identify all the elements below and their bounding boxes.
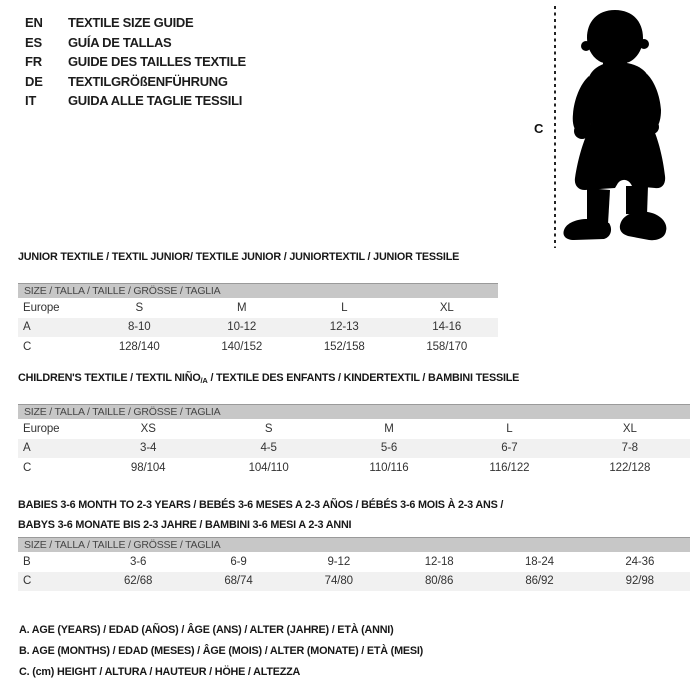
row-value: 8-10 xyxy=(127,321,151,334)
language-item xyxy=(25,33,246,53)
row-value: 122/128 xyxy=(609,461,651,474)
size-table-header: SIZE / TALLA / TAILLE / GRÖSSE / TAGLIA xyxy=(18,404,690,419)
row-value: 62/68 xyxy=(124,575,153,588)
language-code: ES xyxy=(25,34,42,50)
row-value: S xyxy=(135,301,144,314)
section-title xyxy=(18,371,690,391)
section-title-line xyxy=(18,518,690,538)
row-value: 5-6 xyxy=(380,442,398,455)
row-value: 152/158 xyxy=(323,340,365,353)
language-list xyxy=(25,13,246,111)
row-value: 12-18 xyxy=(424,555,454,568)
language-code: IT xyxy=(25,93,37,109)
row-value: 24-36 xyxy=(625,555,655,568)
section-title-text: BABIES 3-6 MONTH TO 2-3 YEARS / BEBÉS 3-6 MESES A 2-3 AÑOS / BÉBÉS 3-6 MOIS À 2-3 ANS / xyxy=(18,499,504,511)
row-value: 6-7 xyxy=(501,442,518,455)
row-value: 158/170 xyxy=(426,340,468,353)
table-row xyxy=(18,298,498,318)
measure-note: C. (cm) HEIGHT / ALTURA / HAUTEUR / HÖHE / ALTEZZA xyxy=(19,666,301,678)
row-value: 80/86 xyxy=(425,575,454,588)
row-value: M xyxy=(384,422,394,435)
table-row xyxy=(18,458,690,478)
language-code: EN xyxy=(25,15,43,31)
table-row xyxy=(18,318,498,338)
row-label: Europe xyxy=(23,422,60,435)
row-value: 10-12 xyxy=(227,321,257,334)
row-value: L xyxy=(341,301,348,314)
row-value: 68/74 xyxy=(224,575,253,588)
size-table xyxy=(18,404,690,478)
row-label: C xyxy=(23,575,32,588)
row-label: B xyxy=(23,555,31,568)
size-section-3 xyxy=(18,498,690,591)
language-title: GUIDE DES TAILLES TEXTILE xyxy=(68,54,246,70)
row-value: 3-6 xyxy=(130,555,147,568)
section-title xyxy=(18,250,498,270)
table-row xyxy=(18,419,690,439)
measure-note: B. AGE (MONTHS) / EDAD (MESES) / ÂGE (MOIS) / ALTER (MONATE) / ETÀ (MESI) xyxy=(19,645,424,657)
size-section-1 xyxy=(18,250,498,357)
size-section-2 xyxy=(18,371,690,478)
row-value: 4-5 xyxy=(260,442,277,455)
section-title-text: BABYS 3-6 MONATE BIS 2-3 JAHRE / BAMBINI 3-6 MESI A 2-3 ANNI xyxy=(18,519,352,531)
table-row xyxy=(18,572,690,592)
row-value: 98/104 xyxy=(130,461,166,474)
row-value: 86/92 xyxy=(525,575,554,588)
size-table-header: SIZE / TALLA / TAILLE / GRÖSSE / TAGLIA xyxy=(18,283,498,298)
language-code: DE xyxy=(25,73,43,89)
row-value: 3-4 xyxy=(140,442,157,455)
table-row xyxy=(18,439,690,459)
row-value: XS xyxy=(140,422,156,435)
size-table-rows xyxy=(18,552,690,591)
section-title-line xyxy=(18,250,498,270)
language-code: FR xyxy=(25,54,42,70)
toddler-silhouette-icon xyxy=(555,0,700,245)
row-value: 140/152 xyxy=(221,340,263,353)
language-title: TEXTILGRÖßENFÜHRUNG xyxy=(68,73,228,89)
language-item xyxy=(25,13,246,33)
row-value: 104/110 xyxy=(248,461,289,474)
language-title: TEXTILE SIZE GUIDE xyxy=(68,15,194,31)
row-value: 92/98 xyxy=(625,575,654,588)
row-value: XL xyxy=(622,422,637,435)
language-item xyxy=(25,72,246,92)
section-title-text: JUNIOR TEXTILE / TEXTIL JUNIOR/ TEXTILE JUNIOR / JUNIORTEXTIL / JUNIOR TESSILE xyxy=(18,251,460,263)
row-value: 12-13 xyxy=(329,321,359,334)
row-label: A xyxy=(23,321,31,334)
section-title-text: / TEXTILE DES ENFANTS / KINDERTEXTIL / BAMBINI TESSILE xyxy=(207,372,520,384)
row-value: 110/116 xyxy=(369,461,409,474)
measure-notes xyxy=(19,623,423,686)
row-value: M xyxy=(237,301,247,314)
row-value: 6-9 xyxy=(230,555,247,568)
row-value: L xyxy=(506,422,513,435)
row-value: XL xyxy=(439,301,454,314)
row-value: 7-8 xyxy=(621,442,638,455)
size-table-header: SIZE / TALLA / TAILLE / GRÖSSE / TAGLIA xyxy=(18,537,690,552)
section-title-line xyxy=(18,371,690,391)
row-value: 18-24 xyxy=(525,555,554,568)
baby-figure xyxy=(528,0,700,250)
size-table xyxy=(18,537,690,591)
row-value: 74/80 xyxy=(324,575,353,588)
table-row xyxy=(18,337,498,357)
row-label: C xyxy=(23,340,32,353)
section-title-text: /A xyxy=(200,376,208,385)
table-row xyxy=(18,552,690,572)
section-title-text: CHILDREN'S TEXTILE / TEXTIL NIÑO xyxy=(18,372,201,384)
row-label: A xyxy=(23,442,31,455)
row-value: 14-16 xyxy=(432,321,462,334)
language-item xyxy=(25,52,246,72)
language-title: GUÍA DE TALLAS xyxy=(68,34,172,50)
language-item xyxy=(25,91,246,111)
size-table xyxy=(18,283,498,357)
language-title: GUIDA ALLE TAGLIE TESSILI xyxy=(68,93,243,109)
measure-label-c: C xyxy=(534,121,544,136)
section-title xyxy=(18,498,690,538)
row-value: 116/122 xyxy=(489,461,530,474)
size-table-rows xyxy=(18,419,690,478)
row-value: 9-12 xyxy=(327,555,351,568)
section-title-line xyxy=(18,498,690,518)
row-label: C xyxy=(23,461,32,474)
row-value: S xyxy=(264,422,273,435)
row-label: Europe xyxy=(23,301,60,314)
measure-note: A. AGE (YEARS) / EDAD (AÑOS) / ÂGE (ANS) / ALTER (JAHRE) / ETÀ (ANNI) xyxy=(19,624,394,636)
size-table-rows xyxy=(18,298,498,357)
row-value: 128/140 xyxy=(118,340,160,353)
